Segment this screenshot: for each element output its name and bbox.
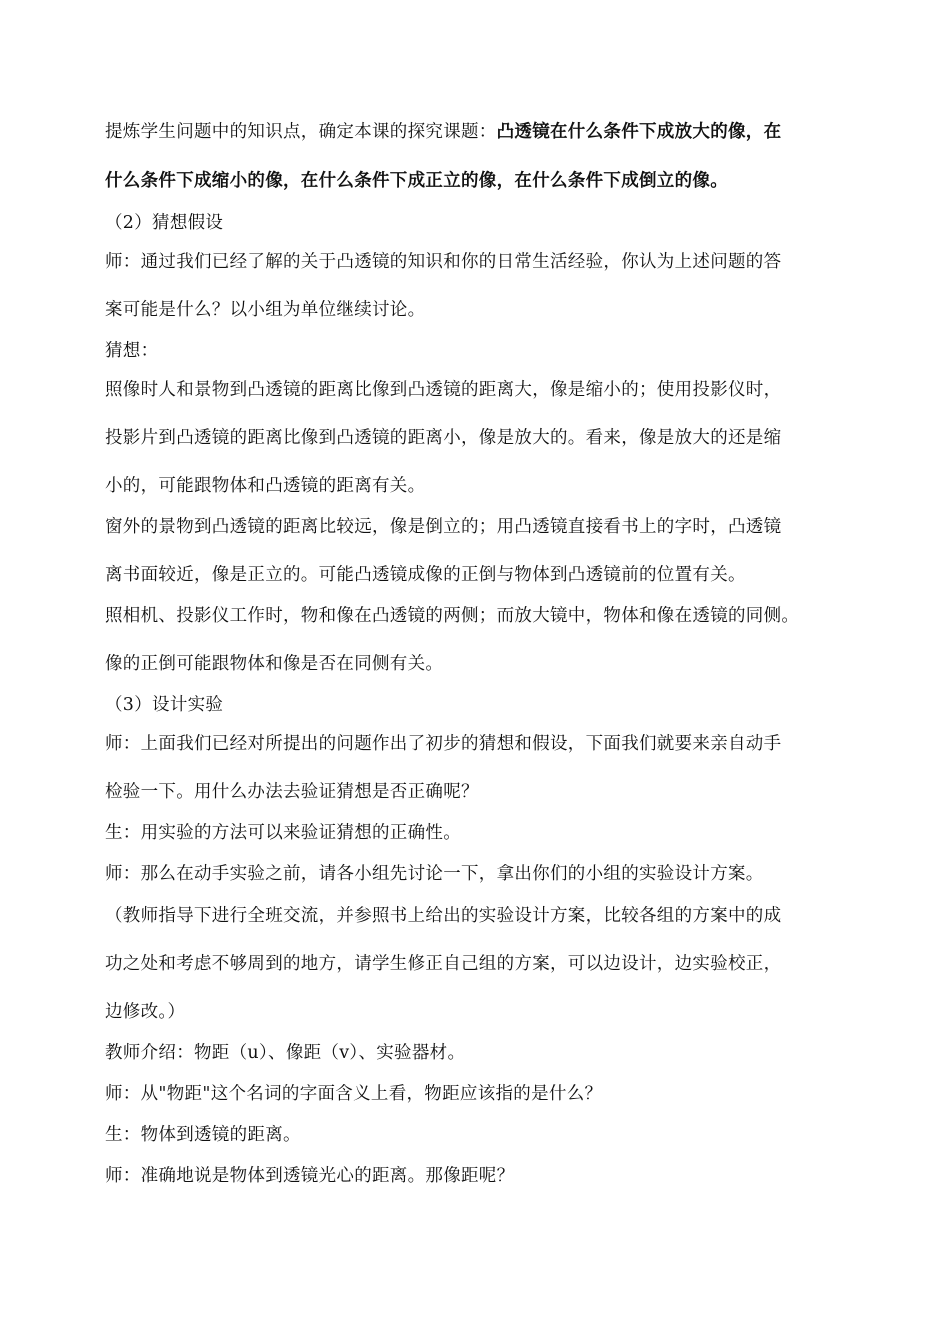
section-heading-hypothesis: （2）猜想假设: [105, 213, 224, 233]
paragraph-line: 师：那么在动手实验之前，请各小组先讨论一下，拿出你们的小组的实验设计方案。: [105, 864, 764, 884]
paragraph-line: 像的正倒可能跟物体和像是否在同侧有关。: [105, 654, 444, 674]
paragraph-line: 照相机、投影仪工作时，物和像在凸透镜的两侧；而放大镜中，物体和像在透镜的同侧。: [105, 606, 800, 626]
paragraph-line: 师：通过我们已经了解的关于凸透镜的知识和你的日常生活经验，你认为上述问题的答: [105, 252, 782, 272]
paragraph-line: 生：用实验的方法可以来验证猜想的正确性。: [105, 823, 461, 843]
paragraph-line: 师：上面我们已经对所提出的问题作出了初步的猜想和假设，下面我们就要来亲自动手: [105, 734, 782, 754]
paragraph-line: 生：物体到透镜的距离。: [105, 1125, 301, 1145]
paragraph-line: 师：从"物距"这个名词的字面含义上看，物距应该指的是什么？: [105, 1084, 603, 1104]
paragraph-line: 小的，可能跟物体和凸透镜的距离有关。: [105, 476, 426, 496]
paragraph-line: 教师介绍：物距（u）、像距（v）、实验器材。: [105, 1043, 466, 1063]
intro-text: 提炼学生问题中的知识点，确定本课的探究课题：: [105, 122, 497, 142]
paragraph-line: （教师指导下进行全班交流，并参照书上给出的实验设计方案，比较各组的方案中的成: [105, 906, 782, 926]
section-heading-experiment: （3）设计实验: [105, 695, 224, 715]
paragraph-line: 离书面较近，像是正立的。可能凸透镜成像的正倒与物体到凸透镜前的位置有关。: [105, 565, 746, 585]
paragraph-line: 投影片到凸透镜的距离比像到凸透镜的距离小，像是放大的。看来，像是放大的还是缩: [105, 428, 782, 448]
paragraph-line: [105, 120, 845, 144]
paragraph-line: 照像时人和景物到凸透镜的距离比像到凸透镜的距离大，像是缩小的；使用投影仪时，: [105, 380, 782, 400]
paragraph-line: 案可能是什么？以小组为单位继续讨论。: [105, 300, 426, 320]
paragraph-line: 师：准确地说是物体到透镜光心的距离。那像距呢？: [105, 1166, 515, 1186]
paragraph-line: 猜想：: [105, 341, 159, 361]
paragraph-line: 检验一下。用什么办法去验证猜想是否正确呢？: [105, 782, 479, 802]
research-topic-continued: 什么条件下成缩小的像，在什么条件下成正立的像，在什么条件下成倒立的像。: [105, 171, 728, 191]
paragraph-line: 功之处和考虑不够周到的地方，请学生修正自己组的方案，可以边设计，边实验校正，: [105, 954, 782, 974]
research-topic-text: 凸透镜在什么条件下成放大的像，在: [496, 122, 782, 142]
paragraph-line: 窗外的景物到凸透镜的距离比较远，像是倒立的；用凸透镜直接看书上的字时，凸透镜: [105, 517, 782, 537]
paragraph-line: 边修改。）: [105, 1002, 186, 1022]
